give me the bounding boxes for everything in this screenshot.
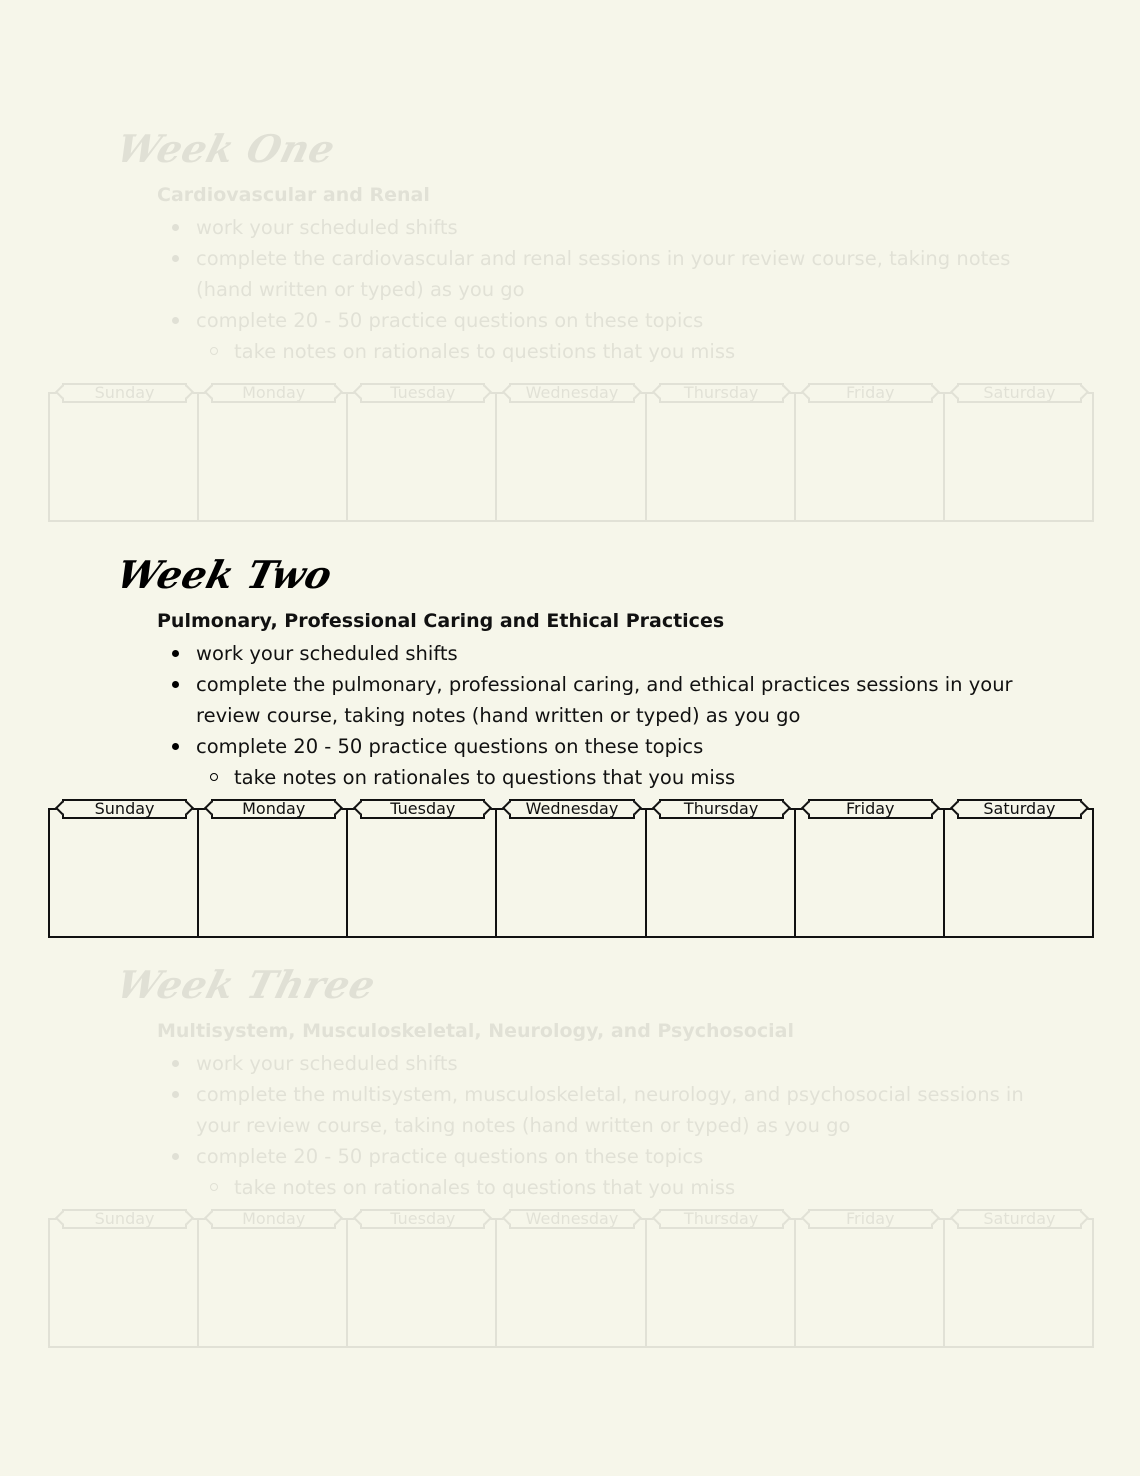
day-cell-monday[interactable] [197, 383, 346, 520]
subtask-item: take notes on rationales to questions that you miss [234, 1172, 1026, 1203]
day-label: Thursday [659, 383, 784, 403]
day-notes-area[interactable] [348, 822, 495, 936]
day-notes-area[interactable] [945, 406, 1092, 520]
week-calendar [48, 799, 1094, 938]
day-notes-area[interactable] [199, 822, 346, 936]
day-label: Wednesday [509, 1209, 634, 1229]
day-notes-area[interactable] [647, 1232, 794, 1346]
day-cell-wednesday[interactable] [495, 799, 644, 936]
day-notes-area[interactable] [497, 822, 644, 936]
day-label: Tuesday [360, 383, 485, 403]
week-topic: Multisystem, Musculoskeletal, Neurology, and Psychosocial [157, 1020, 795, 1042]
task-item: work your scheduled shifts [196, 638, 1026, 669]
day-label: Monday [211, 799, 336, 819]
day-label: Sunday [62, 383, 187, 403]
week-calendar [48, 1209, 1094, 1348]
day-notes-area[interactable] [50, 822, 197, 936]
day-label: Sunday [62, 799, 187, 819]
day-notes-area[interactable] [945, 1232, 1092, 1346]
day-notes-area[interactable] [348, 406, 495, 520]
day-cell-monday[interactable] [197, 1209, 346, 1346]
day-cell-friday[interactable] [794, 1209, 943, 1346]
day-cell-sunday[interactable] [48, 799, 197, 936]
week-title: Week Two [112, 552, 338, 597]
week-topic: Cardiovascular and Renal [157, 184, 430, 206]
day-cell-sunday[interactable] [48, 1209, 197, 1346]
day-label: Thursday [659, 1209, 784, 1229]
day-notes-area[interactable] [497, 406, 644, 520]
day-label: Saturday [957, 799, 1082, 819]
task-item: complete the cardiovascular and renal sessions in your review course, taking notes (hand written or typed) as you go [196, 243, 1026, 305]
day-label: Saturday [957, 1209, 1082, 1229]
day-notes-area[interactable] [50, 1232, 197, 1346]
subtask-item: take notes on rationales to questions that you miss [234, 762, 1026, 793]
day-cell-thursday[interactable] [645, 383, 794, 520]
task-item: work your scheduled shifts [196, 1048, 1026, 1079]
task-list [157, 212, 1026, 367]
day-cell-thursday[interactable] [645, 1209, 794, 1346]
day-notes-area[interactable] [796, 822, 943, 936]
day-label: Tuesday [360, 1209, 485, 1229]
task-item: complete the multisystem, musculoskeletal, neurology, and psychosocial sessions in your review course, taking notes (hand written or typed) as you go [196, 1079, 1026, 1141]
day-notes-area[interactable] [50, 406, 197, 520]
week-title: Week One [112, 126, 340, 171]
day-notes-area[interactable] [796, 406, 943, 520]
day-cell-saturday[interactable] [943, 799, 1094, 936]
task-item [196, 1141, 1026, 1203]
day-cell-friday[interactable] [794, 799, 943, 936]
day-label: Sunday [62, 1209, 187, 1229]
task-list [157, 1048, 1026, 1203]
day-cell-friday[interactable] [794, 383, 943, 520]
day-label: Friday [808, 1209, 933, 1229]
day-label: Monday [211, 383, 336, 403]
day-cell-sunday[interactable] [48, 383, 197, 520]
day-label: Friday [808, 383, 933, 403]
subtask-item: take notes on rationales to questions that you miss [234, 336, 1026, 367]
task-list [157, 638, 1026, 793]
day-cell-monday[interactable] [197, 799, 346, 936]
day-label: Friday [808, 799, 933, 819]
day-label: Wednesday [509, 383, 634, 403]
day-notes-area[interactable] [647, 822, 794, 936]
day-notes-area[interactable] [647, 406, 794, 520]
day-label: Tuesday [360, 799, 485, 819]
day-cell-wednesday[interactable] [495, 1209, 644, 1346]
day-label: Wednesday [509, 799, 634, 819]
day-notes-area[interactable] [199, 1232, 346, 1346]
day-cell-tuesday[interactable] [346, 799, 495, 936]
task-item: work your scheduled shifts [196, 212, 1026, 243]
day-label: Thursday [659, 799, 784, 819]
day-cell-wednesday[interactable] [495, 383, 644, 520]
day-cell-saturday[interactable] [943, 1209, 1094, 1346]
day-notes-area[interactable] [945, 822, 1092, 936]
task-text: complete 20 - 50 practice questions on these topics [196, 1145, 704, 1168]
day-notes-area[interactable] [199, 406, 346, 520]
day-notes-area[interactable] [348, 1232, 495, 1346]
day-cell-thursday[interactable] [645, 799, 794, 936]
day-cell-tuesday[interactable] [346, 383, 495, 520]
task-item [196, 305, 1026, 367]
day-label: Saturday [957, 383, 1082, 403]
task-item [196, 731, 1026, 793]
week-calendar [48, 383, 1094, 522]
week-title: Week Three [112, 962, 381, 1007]
day-notes-area[interactable] [497, 1232, 644, 1346]
task-text: complete 20 - 50 practice questions on these topics [196, 309, 704, 332]
task-text: complete 20 - 50 practice questions on these topics [196, 735, 704, 758]
day-cell-tuesday[interactable] [346, 1209, 495, 1346]
week-topic: Pulmonary, Professional Caring and Ethical Practices [157, 610, 725, 632]
day-notes-area[interactable] [796, 1232, 943, 1346]
day-label: Monday [211, 1209, 336, 1229]
task-item: complete the pulmonary, professional caring, and ethical practices sessions in your review course, taking notes (hand written or typed) as you go [196, 669, 1026, 731]
day-cell-saturday[interactable] [943, 383, 1094, 520]
